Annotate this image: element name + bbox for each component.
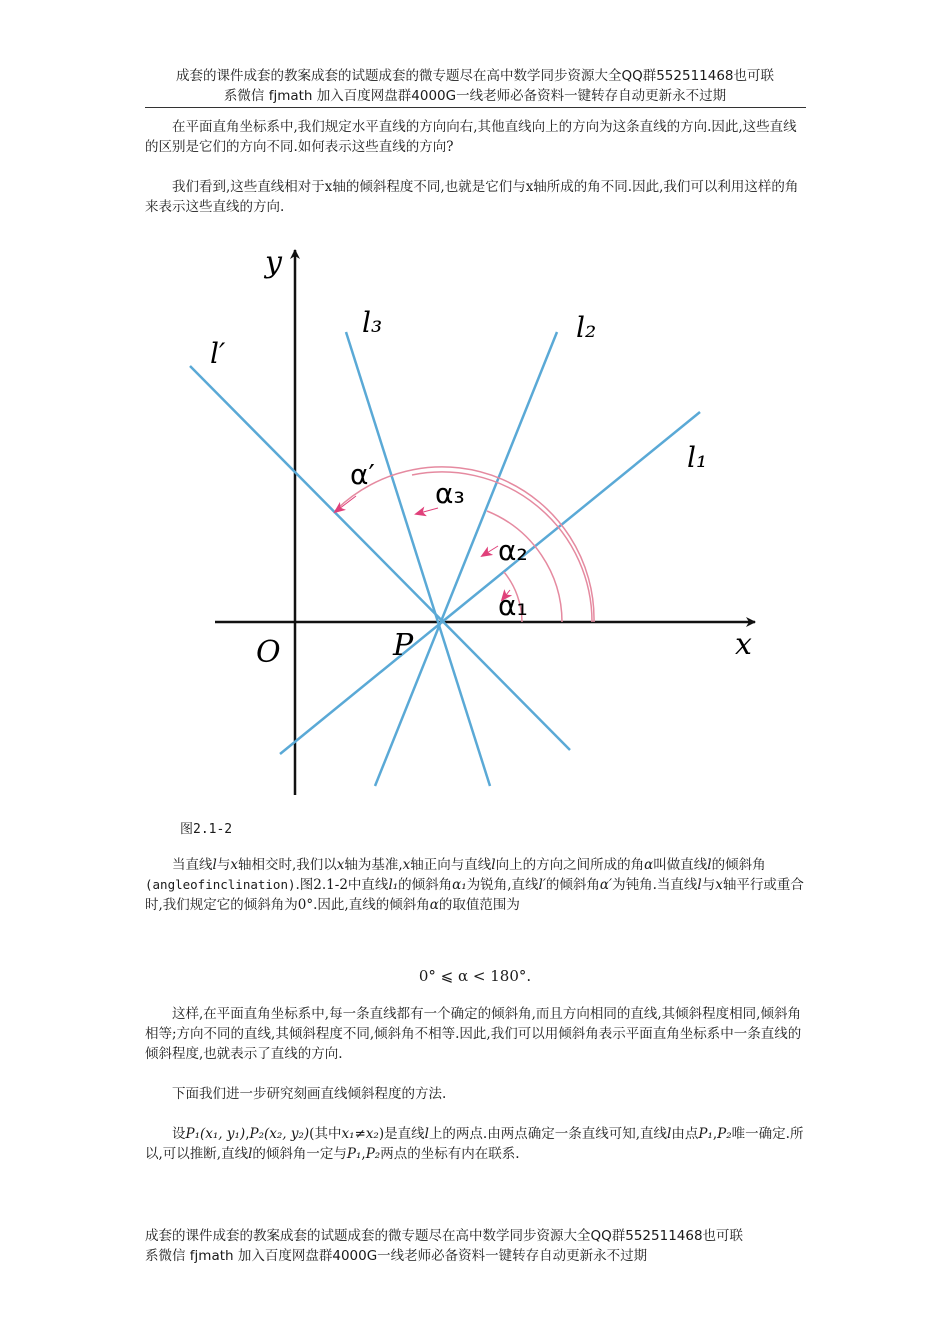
- label-alphaprime: α′: [350, 458, 375, 491]
- page-header: [145, 66, 805, 106]
- line-l1: [442, 412, 700, 622]
- paragraph-5: 下面我们进一步研究刻画直线倾斜程度的方法.: [172, 1086, 447, 1102]
- label-l1: l₁: [687, 441, 708, 474]
- label-alpha3: α₃: [435, 477, 465, 510]
- header-line-1: 成套的课件成套的教案成套的试题成套的微专题尽在高中数学同步资源大全QQ群552511468也可联: [175, 68, 775, 84]
- label-l3: l₃: [362, 306, 383, 339]
- label-alpha2: α₂: [498, 534, 528, 567]
- header-rule: [145, 107, 806, 108]
- arrow-alphaprime: [335, 496, 356, 512]
- label-x: x: [735, 627, 752, 662]
- label-P: P: [393, 628, 414, 663]
- page-footer: [145, 1226, 805, 1266]
- paragraph-1: 在平面直角坐标系中,我们规定水平直线的方向向右,其他直线向上的方向为这条直线的方向.因此,这些直线的区别是它们的方向不同.如何表示这些直线的方向?: [145, 119, 797, 155]
- label-l2: l₂: [576, 311, 597, 344]
- header-line-2: 系微信 fjmath 加入百度网盘群4000G一线老师必备资料一键转存自动更新永不过期: [223, 88, 727, 104]
- paragraph-2: 我们看到,这些直线相对于x轴的倾斜程度不同,也就是它们与x轴所成的角不同.因此,我们可以利用这样的角来表示这些直线的方向.: [145, 179, 799, 215]
- paragraph-3: 当直线l与x轴相交时,我们以x轴为基准,x轴正向与直线l向上的方向之间所成的角α叫做直线l的倾斜角(angleofinclination).图2.1-2中直线l₁的倾斜角α₁为锐角,直线l′的倾斜角α′为钝角.当直线l与x轴平行或重合时,我们规定它的倾斜角为0°.因此,直线的倾斜角α的取值范围为: [145, 857, 804, 913]
- footer-line-1: 成套的课件成套的教案成套的试题成套的微专题尽在高中数学同步资源大全QQ群552511468也可联: [145, 1228, 744, 1244]
- paragraph-6: 设P₁(x₁, y₁),P₂(x₂, y₂)(其中x₁≠x₂)是直线l上的两点.由两点确定一条直线可知,直线l由点P₁,P₂唯一确定.所以,可以推断,直线l的倾斜角一定与P₁,P₂两点的坐标有内在联系.: [145, 1126, 804, 1162]
- footer-line-2: 系微信 fjmath 加入百度网盘群4000G一线老师必备资料一键转存自动更新永不过期: [145, 1248, 648, 1264]
- inclination-range-equation: 0° ⩽ α < 180°.: [418, 967, 532, 985]
- arrow-alpha2: [482, 546, 498, 556]
- line-l3: [346, 332, 490, 786]
- paragraph-4: 这样,在平面直角坐标系中,每一条直线都有一个确定的倾斜角,而且方向相同的直线,其倾斜程度相同,倾斜角相等;方向不同的直线,其倾斜程度不同,倾斜角不相等.因此,我们可以用倾斜角表示平面直角坐标系中一条直线的倾斜程度,也就表示了直线的方向.: [145, 1006, 802, 1062]
- figure-caption: 图2.1-2: [180, 822, 233, 837]
- line-l1-ext: [280, 622, 442, 754]
- label-y: y: [265, 245, 282, 280]
- label-O: O: [256, 635, 281, 670]
- label-alpha1: α₁: [498, 589, 528, 622]
- label-lprime: l′: [210, 337, 226, 370]
- inclination-figure: [180, 240, 770, 810]
- line-l2: [375, 332, 557, 786]
